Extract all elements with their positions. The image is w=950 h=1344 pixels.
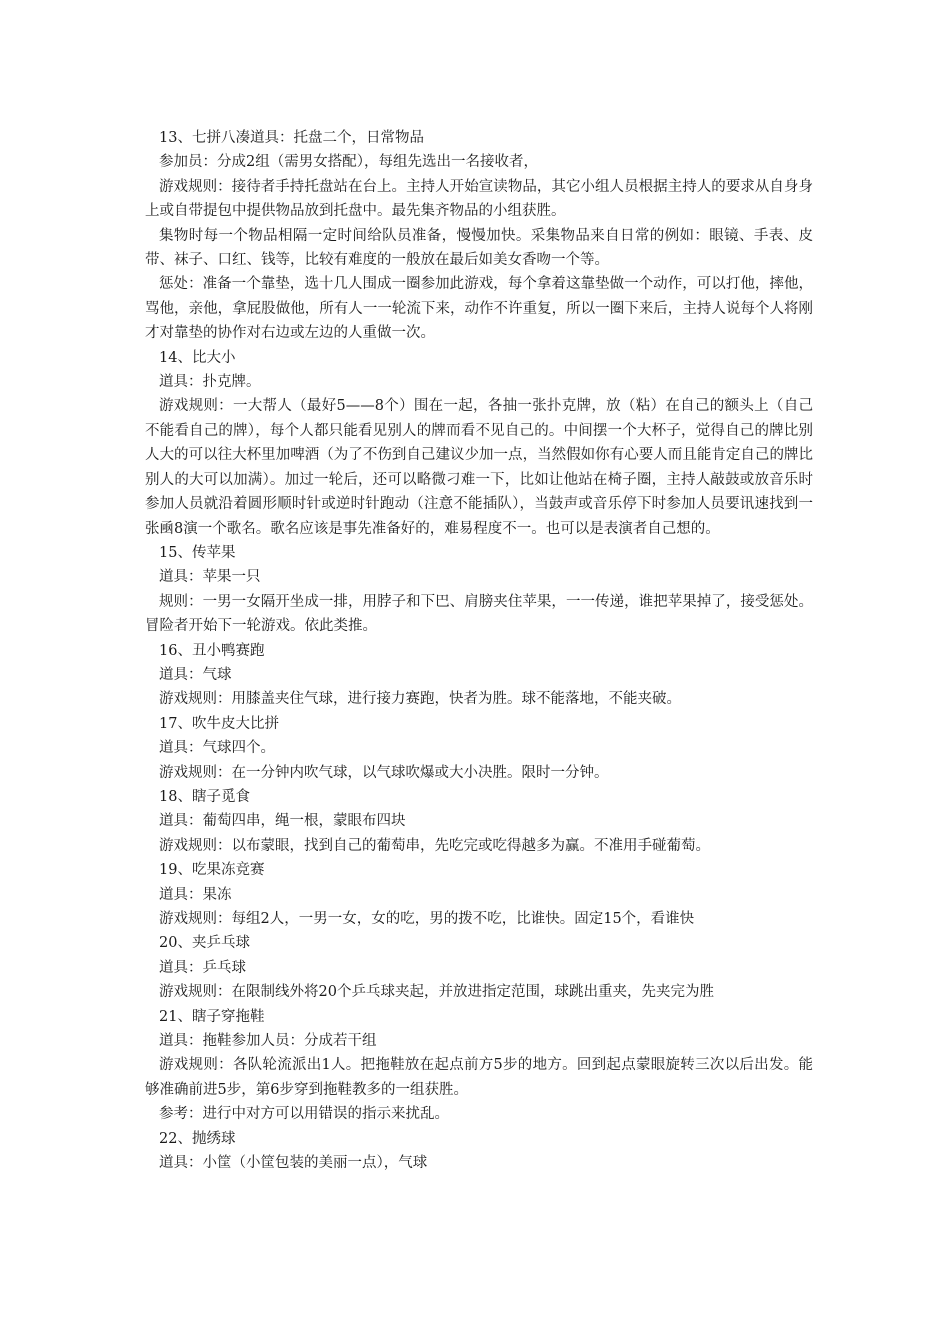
participants-13: 参加员：分成2组（需男女搭配），每组先选出一名接收者， xyxy=(159,154,538,171)
rules-20: 游戏规则：在限制线外将20个乒乓球夹起，并放进指定范围，球跳出重夹，先夹完为胜 xyxy=(159,984,714,1001)
heading-18: 18、瞎子觅食 xyxy=(159,788,250,805)
heading-17: 17、吹牛皮大比拼 xyxy=(159,715,279,732)
props-22: 道具：小筐（小筐包装的美丽一点），气球 xyxy=(159,1155,428,1172)
heading-21: 21、瞎子穿拖鞋 xyxy=(159,1008,265,1025)
rules-21: 游戏规则：各队轮流派出1人。把拖鞋放在起点前方5步的地方。回到起点蒙眼旋转三次以后出发。能够准确前进5步，第6步穿到拖鞋教多的一组获胜。 xyxy=(145,1057,813,1098)
heading-22: 22、抛绣球 xyxy=(159,1130,236,1147)
rules-17: 游戏规则：在一分钟内吹气球，以气球吹爆或大小决胜。限时一分钟。 xyxy=(159,764,609,781)
props-19: 道具：果冻 xyxy=(159,886,232,903)
document-page xyxy=(145,126,813,1175)
props-15: 道具：苹果一只 xyxy=(159,569,261,586)
heading-19: 19、吃果冻竞赛 xyxy=(159,862,265,879)
props-14: 道具：扑克牌。 xyxy=(159,374,261,391)
heading-15: 15、传苹果 xyxy=(159,544,236,561)
reference-21: 参考：进行中对方可以用错误的指示来扰乱。 xyxy=(159,1106,449,1123)
rules-18: 游戏规则：以布蒙眼，找到自己的葡萄串，先吃完或吃得越多为赢。不准用手碰葡萄。 xyxy=(159,837,710,854)
rules-13: 游戏规则：接待者手持托盘站在台上。主持人开始宣读物品，其它小组人员根据主持人的要求从自身身上或自带提包中提供物品放到托盘中。最先集齐物品的小组获胜。 xyxy=(145,178,813,220)
props-16: 道具：气球 xyxy=(159,666,232,683)
rules-15: 规则：一男一女隔开坐成一排，用脖子和下巴、肩膀夹住苹果，一一传递，谁把苹果掉了，接受惩处。冒险者开始下一轮游戏。依此类推。 xyxy=(145,593,813,635)
props-21: 道具：拖鞋参加人员：分成若干组 xyxy=(159,1033,377,1050)
props-20: 道具：乒乓球 xyxy=(159,959,246,976)
heading-13: 13、七拼八凑道具：托盘二个，日常物品 xyxy=(159,130,424,146)
heading-14: 14、比大小 xyxy=(159,349,236,366)
rules-16: 游戏规则：用膝盖夹住气球，进行接力赛跑，快者为胜。球不能落地，不能夹破。 xyxy=(159,691,681,708)
heading-16: 16、丑小鸭赛跑 xyxy=(159,642,265,659)
rules-19: 游戏规则：每组2人，一男一女，女的吃，男的拨不吃，比谁快。固定15个，看谁快 xyxy=(159,911,695,927)
props-17: 道具：气球四个。 xyxy=(159,740,275,757)
rules-14: 游戏规则：一大帮人（最好5——8个）围在一起，各抽一张扑克牌，放（粘）在自己的额头上（自己不能看自己的牌），每个人都只能看见别人的牌而看不见自己的。中间摆一个大杯子，觉得自己的牌比别人大的可以往大杯里加啤酒（为了不伤到自己建议少加一点，当然假如你有心要人而且能肯定自己的牌比别人的大可以加满）。加过一轮后，还可以略微刁难一下，比如让他站在椅子圈，主持人敲鼓或放音乐时参加人员就沿着圆形顺时针或逆时针跑动（注意不能插队），当鼓声或音乐停下时参加人员要讯速找到一张凾8演一个歌名。歌名应该是事先准备好的，难易程度不一。也可以是表演者自己想的。 xyxy=(145,398,813,537)
penalty-13: 惩处：准备一个靠垫，选十几人围成一圈参加此游戏，每个拿着这靠垫做一个动作，可以打他，摔他，骂他，亲他，拿屁股做他，所有人一一轮流下来，动作不许重复，所以一圈下来后，主持人说每个人将刚才对靠垫的协作对右边或左边的人重做一次。 xyxy=(145,276,813,342)
heading-20: 20、夹乒乓球 xyxy=(159,935,250,952)
props-18: 道具：葡萄四串，绳一根，蒙眼布四块 xyxy=(159,813,406,830)
collect-note-13: 集物时每一个物品相隔一定时间给队员准备，慢慢加快。采集物品来自日常的例如：眼镜、手表、皮带、袜子、口红、钱等，比较有难度的一般放在最后如美女香吻一个等。 xyxy=(145,227,813,269)
